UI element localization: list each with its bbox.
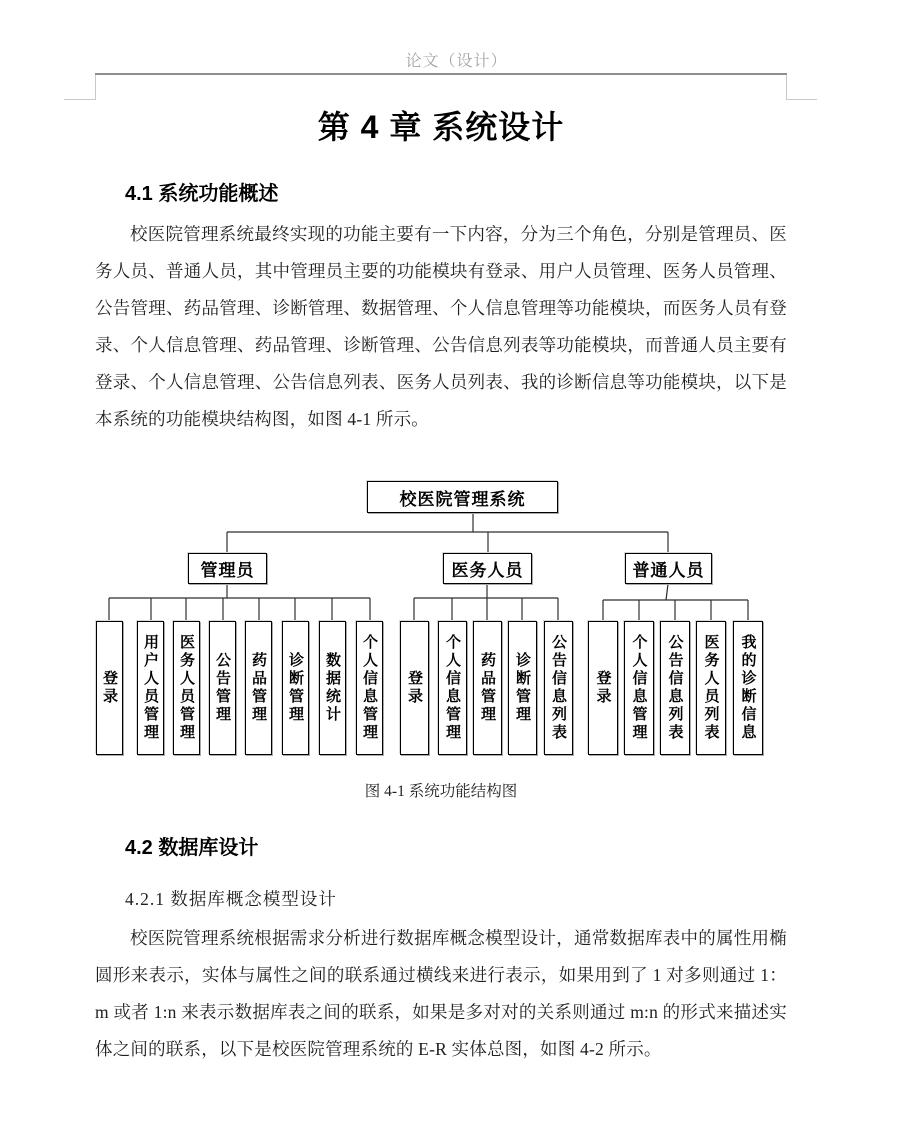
admin-leaf-medical-staff-mgmt: 医务人员管理: [173, 621, 200, 755]
medic-leaf-drug-mgmt: 药品管理: [473, 621, 502, 755]
tree-branch-admin: 管理员: [188, 553, 267, 584]
admin-leaf-user-mgmt: 用户人员管理: [137, 621, 164, 755]
figure-caption: 图 4-1 系统功能结构图: [364, 783, 518, 800]
admin-leaf-profile-mgmt: 个人信息管理: [356, 621, 383, 755]
admin-leaf-notice-mgmt: 公告管理: [209, 621, 236, 755]
tree-branch-normal-user: 普通人员: [625, 553, 712, 584]
user-leaf-my-diagnosis: 我的诊断信息: [733, 621, 763, 755]
user-leaf-notice-list: 公告信息列表: [660, 621, 690, 755]
section-4-2-1-paragraph: 校医院管理系统根据需求分析进行数据库概念模型设计，通常数据库表中的属性用椭圆形来表示，实体与属性之间的联系通过横线来进行表示，如果用到了 1 对多则通过 1：m 或者 1:n 来表示数据库表之间的联系，如果是多对对的关系则通过 m:n 的形式来描述实体之间的联系，以下是校医院管理系统的 E-R 实体总图，如图 4-2 所示。: [95, 928, 787, 1059]
tree-root-box: 校医院管理系统: [367, 481, 558, 513]
medic-leaf-profile-mgmt: 个人信息管理: [438, 621, 467, 755]
user-leaf-login: 登录: [588, 621, 618, 755]
page-header-label: 论文（设计）: [405, 53, 508, 70]
admin-leaf-data-stats: 数据统计: [319, 621, 346, 755]
admin-leaf-login: 登录: [96, 621, 123, 755]
section-4-1-paragraph: 校医院管理系统最终实现的功能主要有一下内容，分为三个角色，分别是管理员、医务人员、普通人员，其中管理员主要的功能模块有登录、用户人员管理、医务人员管理、公告管理、药品管理、诊断管理、数据管理、个人信息管理等功能模块，而医务人员有登录、个人信息管理、药品管理、诊断管理、公告信息列表等功能模块，而普通人员主要有登录、个人信息管理、公告信息列表、医务人员列表、我的诊断信息等功能模块，以下是本系统的功能模块结构图，如图 4-1 所示。: [95, 224, 787, 429]
user-leaf-profile-mgmt: 个人信息管理: [624, 621, 654, 755]
medic-leaf-diagnosis-mgmt: 诊断管理: [508, 621, 537, 755]
section-4-2-heading: 4.2 数据库设计: [125, 837, 259, 859]
chapter-title: 第 4 章 系统设计: [317, 109, 565, 145]
medic-leaf-login: 登录: [400, 621, 429, 755]
tree-branch-medical-staff: 医务人员: [443, 553, 532, 584]
user-leaf-medical-staff-list: 医务人员列表: [696, 621, 726, 755]
section-4-1-heading: 4.1 系统功能概述: [125, 183, 279, 205]
medic-leaf-notice-list: 公告信息列表: [544, 621, 573, 755]
section-4-2-1-heading: 4.2.1 数据库概念模型设计: [125, 889, 337, 909]
admin-leaf-drug-mgmt: 药品管理: [245, 621, 272, 755]
admin-leaf-diagnosis-mgmt: 诊断管理: [282, 621, 309, 755]
